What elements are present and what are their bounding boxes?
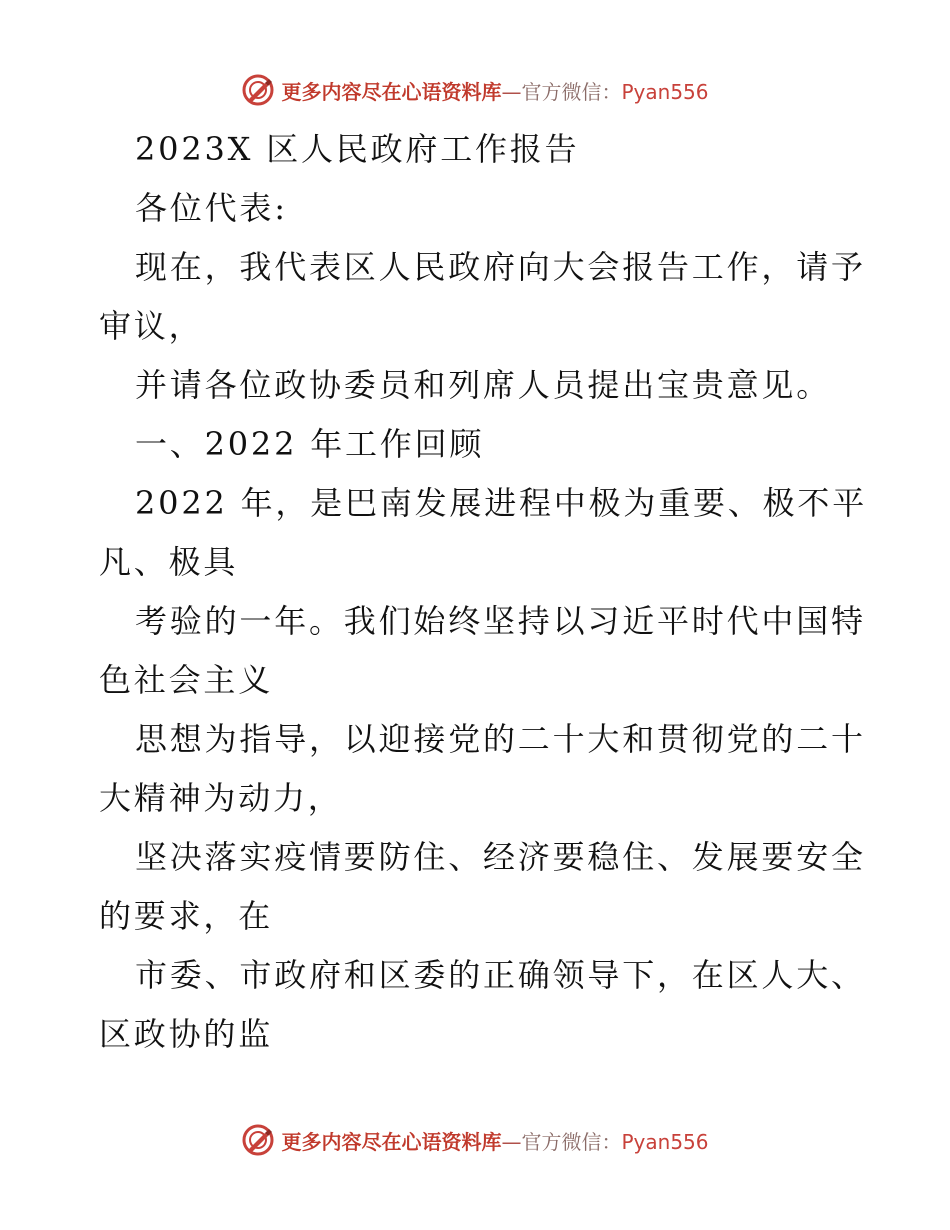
watermark-dash: — (501, 79, 522, 104)
pen-logo-icon (241, 1123, 275, 1157)
watermark-label: 官方微信： (521, 1129, 622, 1154)
watermark-wechat-id: Pyan556 (621, 1129, 709, 1154)
document-line: 区政协的监 (99, 1015, 274, 1053)
document-line: 思想为指导，以迎接党的二十大和贯彻党的二十 (135, 720, 866, 758)
document-line: 凡、极具 (99, 543, 239, 581)
document-line: 2023X 区人民政府工作报告 (135, 130, 580, 168)
pen-logo-icon (241, 73, 275, 107)
document-line: 市委、市政府和区委的正确领导下，在区人大、 (135, 956, 866, 994)
document-body (99, 120, 868, 1064)
document-line: 坚决落实疫情要防住、经济要稳住、发展要安全 (135, 838, 866, 876)
document-line: 大精神为动力， (99, 779, 343, 817)
watermark-label: 官方微信： (521, 79, 622, 104)
document-line: 色社会主义 (99, 661, 274, 699)
document-line: 2022 年，是巴南发展进程中极为重要、极不平 (135, 484, 868, 522)
document-line: 各位代表: (135, 189, 288, 227)
watermark-wechat-id: Pyan556 (621, 79, 709, 104)
document-line: 现在，我代表区人民政府向大会报告工作，请予 (135, 248, 866, 286)
document-line: 审议， (99, 307, 204, 345)
document-line: 一、2022 年工作回顾 (135, 425, 485, 463)
document-line: 的要求，在 (99, 897, 274, 935)
watermark-dash: — (501, 1129, 522, 1154)
watermark-text (281, 76, 708, 105)
document-line: 并请各位政协委员和列席人员提出宝贵意见。 (135, 366, 832, 404)
document-line: 考验的一年。我们始终坚持以习近平时代中国特 (135, 602, 866, 640)
watermark-brand: 更多内容尽在心语资料库 (281, 79, 502, 104)
footer-watermark (0, 1120, 950, 1160)
header-watermark (0, 70, 950, 110)
watermark-brand: 更多内容尽在心语资料库 (281, 1129, 502, 1154)
watermark-text (281, 1126, 708, 1155)
